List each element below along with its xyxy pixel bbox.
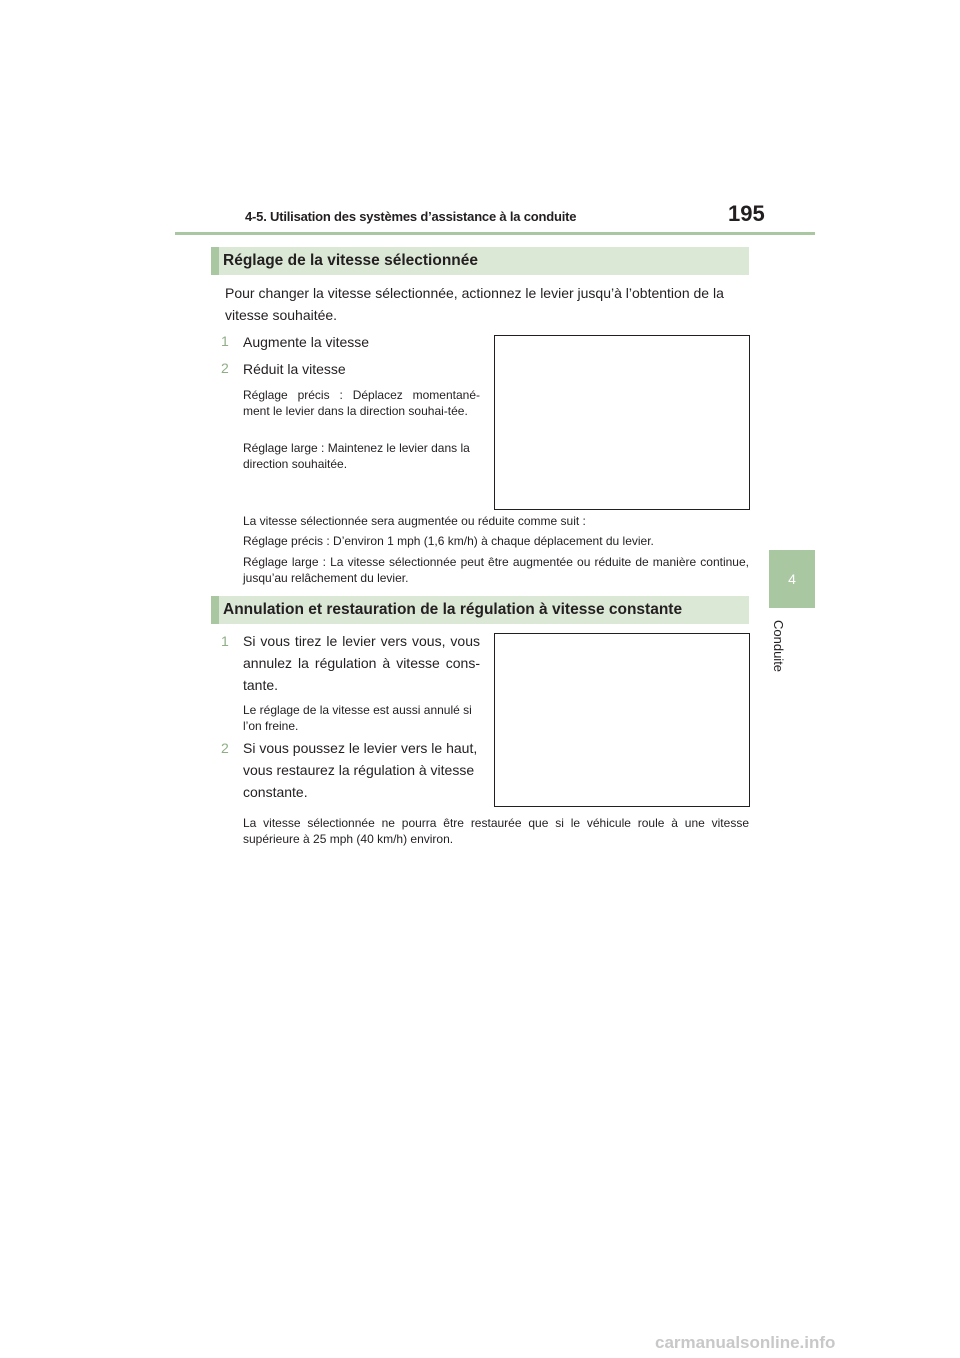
item-decrease-speed: Réduit la vitesse — [243, 361, 346, 377]
item-resume-cruise: Si vous poussez le levier vers le haut, vous restaurez la régulation à vitesse constante. — [243, 740, 478, 800]
intro-line-2: vitesse souhaitée. — [225, 307, 338, 323]
info-resume-condition: La vitesse sélectionnée ne pourra être restaurée que si le véhicule roule à une vitesse supérieure à 25 mph (40 km/h) environ. — [243, 816, 749, 846]
note-fine-adjust: Réglage précis : Déplacez momentané-ment le levier dans la direction souhai-tée. — [243, 388, 480, 418]
item-number-2: 2 — [221, 740, 229, 756]
watermark-text: carmanualsonline.info — [655, 1333, 836, 1352]
lever-illustration-2 — [494, 633, 750, 807]
intro-line-1: Pour changer la vitesse sélectionnée, actionnez le levier jusqu’à l’obtention de la — [225, 285, 724, 301]
item-number-2: 2 — [221, 360, 229, 376]
note-brake-cancel: Le réglage de la vitesse est aussi annulé si l’on freine. — [243, 703, 472, 733]
page-number: 195 — [728, 201, 765, 226]
info-fine-adjust: Réglage précis : D’environ 1 mph (1,6 km/h) à chaque déplacement du levier. — [243, 534, 654, 548]
chapter-tab: 4 — [769, 550, 815, 608]
section-title-2: Annulation et restauration de la régulation à vitesse constante — [223, 601, 683, 618]
chapter-side-label — [770, 620, 790, 680]
item-cancel-cruise: Si vous tirez le levier vers vous, vous annulez la régulation à vitesse cons-tante. — [243, 633, 480, 693]
note-coarse-adjust: Réglage large : Maintenez le levier dans la direction souhaitée. — [243, 441, 470, 471]
info-speed-change: La vitesse sélectionnée sera augmentée ou réduite comme suit : — [243, 514, 586, 528]
item-number-1: 1 — [221, 633, 229, 649]
lever-illustration-1 — [494, 335, 750, 510]
item-increase-speed: Augmente la vitesse — [243, 334, 370, 350]
chapter-label: Conduite — [771, 620, 786, 673]
running-header: 4-5. Utilisation des systèmes d’assistance à la conduite — [245, 209, 577, 224]
section-title-1: Réglage de la vitesse sélectionnée — [223, 252, 479, 269]
info-coarse-adjust: Réglage large : La vitesse sélectionnée peut être augmentée ou réduite de manière continue, jusqu’au relâchement du levier. — [243, 555, 749, 585]
header-rule — [175, 232, 815, 235]
item-number-1: 1 — [221, 333, 229, 349]
